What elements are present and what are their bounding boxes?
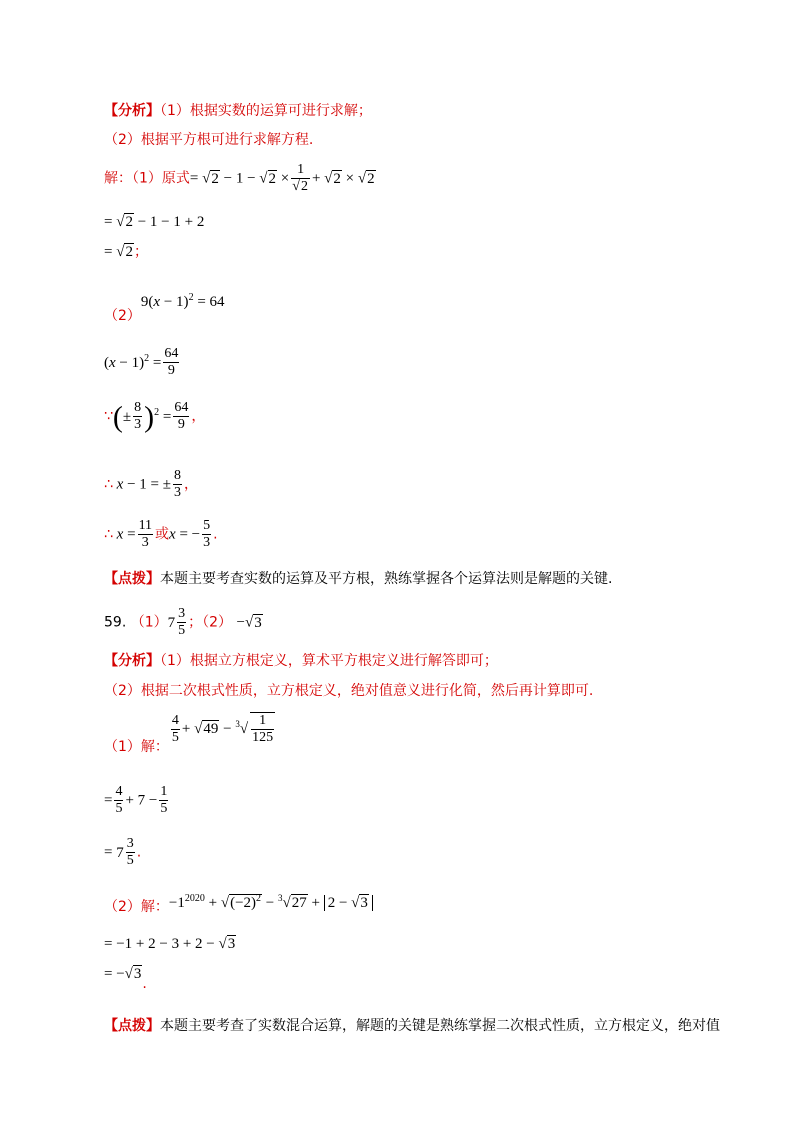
- analysis-1: [104, 101, 372, 121]
- formula: = √2 − 1 − √2 ×: [189, 170, 290, 187]
- solution-step-2: = √2 − 1 − 1 + 2: [104, 214, 205, 230]
- analysis-3: 【分析】（1）根据立方根定义，算术平方根定义进行解答即可；: [104, 653, 498, 669]
- analysis-4: （2）根据二次根式性质，立方根定义，绝对值意义进行化简，然后再计算即可.: [104, 683, 594, 699]
- fraction: $\frac{1}{√2}$: [292, 162, 308, 194]
- solution-step-3: = √2；: [104, 244, 148, 260]
- part2-step-2: ∵(± $\frac{8}{3}$ )$^2$ = $\frac{64}{9}$ ，: [104, 400, 206, 434]
- solution-line-1: 解：（1）原式= √2 − 1 − √2 × $\frac{1}{√2}$ + √2 × √2: [104, 162, 375, 194]
- problem-59: 59. （1）7 $\frac{3}{5}$ ；（2） −√3: [104, 606, 262, 638]
- analysis-2: （2）根据平方根可进行求解方程.: [104, 132, 314, 148]
- part2-step-3: ∴ x − 1 = ± $\frac{8}{3}$ ，: [104, 468, 198, 500]
- solution-label: 解：（1）原式: [104, 170, 190, 187]
- p59-part2-step: = −1 + 2 − 3 + 2 − √3: [104, 936, 236, 952]
- tip-1: 【点拨】本题主要考查实数的运算及平方根，熟练掌握各个运算法则是解题的关键.: [104, 571, 613, 587]
- analysis-text: （1）根据实数的运算可进行求解；: [160, 103, 372, 119]
- part2-label: （2）: [104, 308, 141, 324]
- p59-part2-result: = −√3.: [104, 966, 147, 992]
- p59-part2: （2）解：$-1^{2020} + √(-2)^2 - ^3√27 + 2 - √3$: [104, 888, 373, 913]
- p59-part1-result: = 7 $\frac{3}{5}$ .: [104, 836, 142, 868]
- part2-equation: $(2)9(x - 1)^2 = 64$: [104, 292, 225, 324]
- analysis-tag: 【分析】: [104, 103, 160, 119]
- part2-step-1: $(x - 1)^2$ = $\frac{64}{9}$: [104, 346, 179, 378]
- p59-part1: （1）解： $\frac{4}{5}$ + √49 − $^3$√ $\frac{1}{125}$: [104, 712, 274, 755]
- tip-2: 【点拨】本题主要考查了实数混合运算，解题的关键是熟练掌握二次根式性质，立方根定义，绝对值: [104, 1018, 720, 1034]
- part2-result: ∴ x = $\frac{11}{3}$ 或x = − $\frac{5}{3}$ .: [104, 518, 218, 550]
- p59-part1-step: = $\frac{4}{5}$ + 7 − $\frac{1}{5}$: [104, 784, 168, 816]
